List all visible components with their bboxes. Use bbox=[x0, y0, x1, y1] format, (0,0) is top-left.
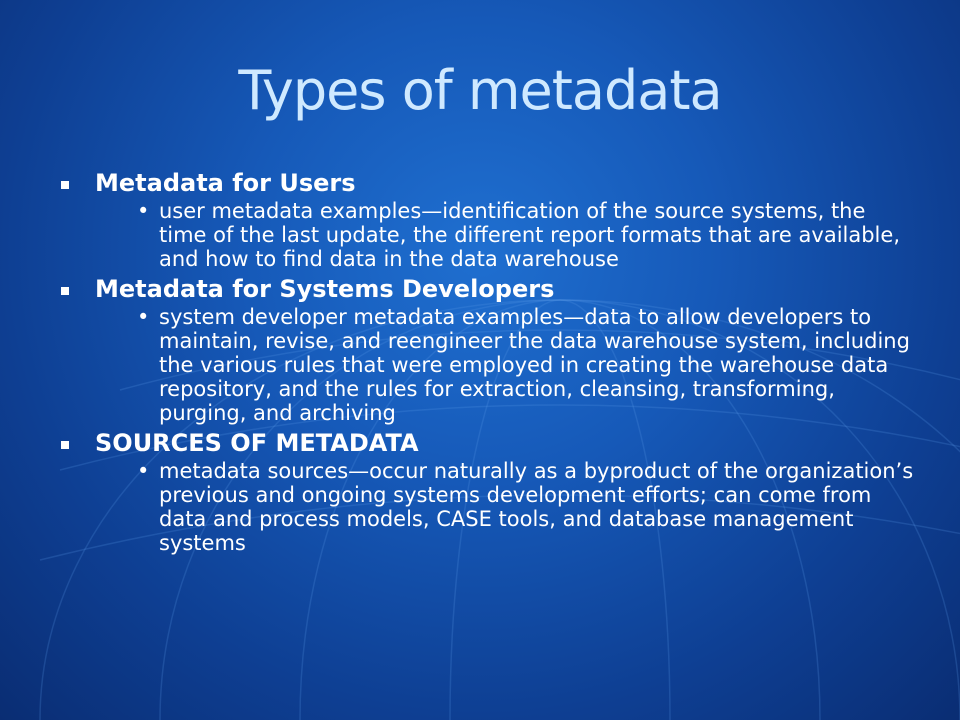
bullet-list bbox=[58, 168, 918, 558]
detail-text: user metadata examples—identification of the source systems, the time of the last update, the different report formats that are available, and how to find data in the data warehouse bbox=[159, 199, 900, 271]
bullet-heading-developers bbox=[58, 274, 918, 304]
round-bullet-icon: • bbox=[137, 305, 150, 329]
bullet-heading-sources bbox=[58, 428, 918, 458]
bullet-detail-developers bbox=[137, 305, 918, 425]
bullet-detail-users bbox=[137, 199, 918, 271]
heading-text: SOURCES OF METADATA bbox=[95, 429, 419, 457]
square-bullet-icon bbox=[61, 441, 69, 449]
square-bullet-icon bbox=[61, 181, 69, 189]
slide-title: Types of metadata bbox=[238, 59, 722, 122]
round-bullet-icon: • bbox=[137, 459, 150, 483]
bullet-heading-users bbox=[58, 168, 918, 198]
detail-text: system developer metadata examples—data to allow developers to maintain, revise, and reengineer the data warehouse system, including the various rules that were employed in creating the warehouse data repository, and the rules for extraction, cleansing, transforming, purging, and archiving bbox=[159, 305, 910, 425]
heading-text: Metadata for Users bbox=[95, 169, 356, 197]
detail-text: metadata sources—occur naturally as a byproduct of the organization’s previous and ongoing systems development efforts; can come from data and process models, CASE tools, and database management systems bbox=[159, 459, 914, 555]
bullet-detail-sources bbox=[137, 459, 918, 555]
heading-text: Metadata for Systems Developers bbox=[95, 275, 555, 303]
square-bullet-icon bbox=[61, 287, 69, 295]
round-bullet-icon: • bbox=[137, 199, 150, 223]
